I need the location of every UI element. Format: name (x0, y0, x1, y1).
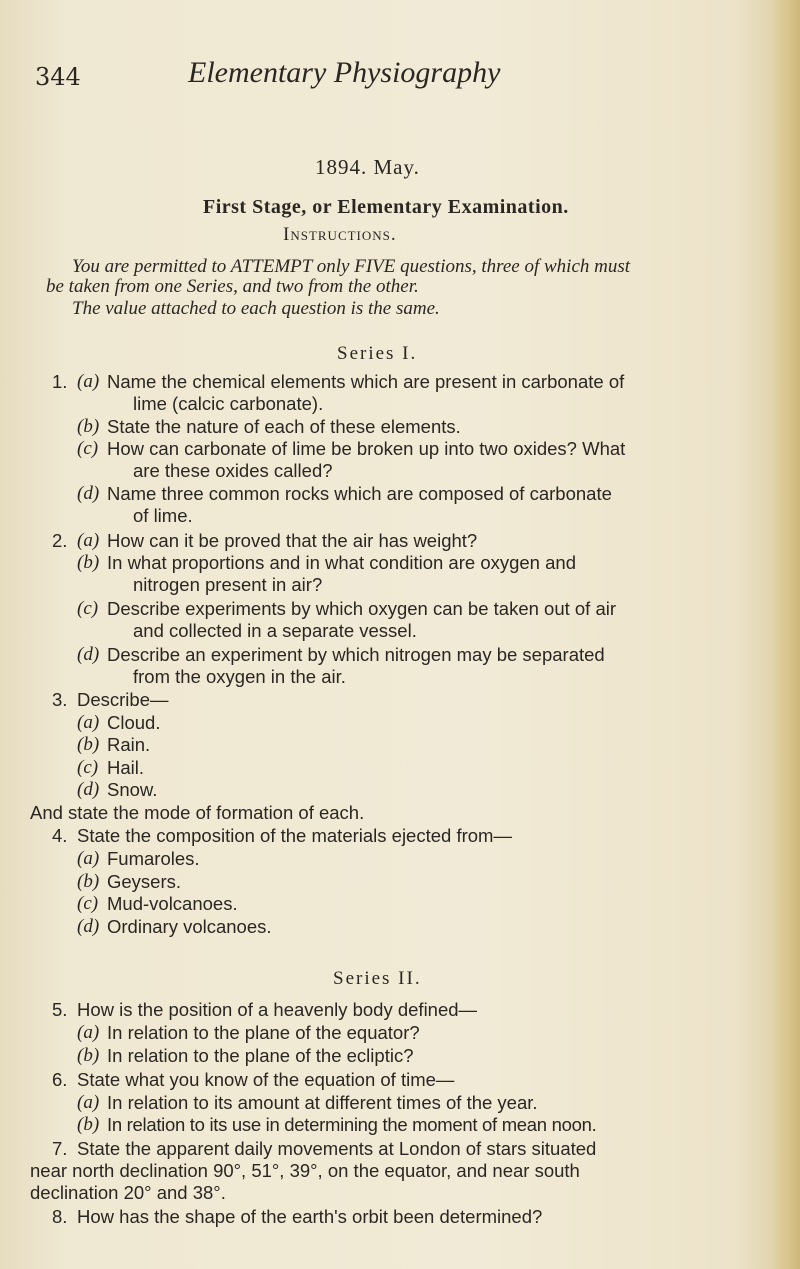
q8-number: 8. (52, 1206, 68, 1227)
q1b-text: State the nature of each of these elements. (107, 416, 461, 437)
q4-number: 4. (52, 825, 68, 846)
q6a-text: In relation to its amount at different times of the year. (107, 1092, 538, 1113)
q4c-label: (c) (77, 893, 99, 914)
exam-stage: First Stage, or Elementary Examination. (203, 196, 569, 218)
q2c-text-2: and collected in a separate vessel. (133, 620, 417, 641)
running-title: Elementary Physiography (188, 56, 501, 89)
q7-text-1: State the apparent daily movements at London of stars situated (77, 1138, 597, 1159)
q5a-text: In relation to the plane of the equator? (107, 1022, 420, 1043)
instructions-line-2: be taken from one Series, and two from the other. (46, 276, 419, 297)
q6-text: State what you know of the equation of time— (77, 1069, 455, 1090)
q4b-label: (b) (77, 871, 100, 892)
q8-text: How has the shape of the earth's orbit been determined? (77, 1206, 543, 1227)
q3c-label: (c) (77, 757, 99, 778)
q1d-text-2: of lime. (133, 505, 193, 526)
q6b-label: (b) (77, 1114, 100, 1135)
q2-number: 2. (52, 530, 68, 551)
q1-number: 1. (52, 371, 68, 392)
page-number: 344 (35, 63, 81, 91)
q7-text-2: near north declination 90°, 51°, 39°, on the equator, and near south (30, 1160, 580, 1181)
q3-tail: And state the mode of formation of each. (30, 802, 365, 823)
q7-text-3: declination 20° and 38°. (30, 1182, 226, 1203)
q1a-label: (a) (77, 371, 100, 392)
q3b-text: Rain. (107, 734, 151, 755)
q1c-label: (c) (77, 438, 99, 459)
q3d-label: (d) (77, 779, 100, 800)
q3a-text: Cloud. (107, 712, 161, 733)
page-edge-shadow (772, 0, 800, 1269)
q4c-text: Mud-volcanoes. (107, 893, 238, 914)
q3c-text: Hail. (107, 757, 145, 778)
exam-date: 1894. May. (315, 155, 420, 179)
q5b-label: (b) (77, 1045, 100, 1066)
series-1-heading: Series I. (337, 343, 418, 364)
instructions-line-3: The value attached to each question is the same. (72, 298, 440, 319)
q2c-text-1: Describe experiments by which oxygen can be taken out of air (107, 598, 617, 619)
q2c-label: (c) (77, 598, 99, 619)
q1a-text-2: lime (calcic carbonate). (133, 393, 324, 414)
q2d-label: (d) (77, 644, 100, 665)
q5-text: How is the position of a heavenly body defined— (77, 999, 478, 1020)
q2d-text-1: Describe an experiment by which nitrogen may be separated (107, 644, 605, 665)
series-2-heading: Series II. (333, 968, 422, 989)
q1c-text-2: are these oxides called? (133, 460, 333, 481)
q4b-text: Geysers. (107, 871, 182, 892)
q2b-label: (b) (77, 552, 100, 573)
q3-number: 3. (52, 689, 68, 710)
q2a-text: How can it be proved that the air has weight? (107, 530, 478, 551)
q1c-text-1: How can carbonate of lime be broken up into two oxides? What (107, 438, 626, 459)
q5-number: 5. (52, 999, 68, 1020)
instructions-heading: Instructions. (283, 224, 397, 245)
q4d-label: (d) (77, 916, 100, 937)
q3b-label: (b) (77, 734, 100, 755)
instructions-line-1: You are permitted to ATTEMPT only FIVE questions, three of which must (72, 256, 631, 277)
q4a-label: (a) (77, 848, 100, 869)
q5a-label: (a) (77, 1022, 100, 1043)
q3d-text: Snow. (107, 779, 158, 800)
q6a-label: (a) (77, 1092, 100, 1113)
q6b-text: In relation to its use in determining the moment of mean noon. (107, 1114, 597, 1135)
q3-text: Describe— (77, 689, 169, 710)
q4a-text: Fumaroles. (107, 848, 200, 869)
q7-number: 7. (52, 1138, 68, 1159)
q5b-text: In relation to the plane of the ecliptic? (107, 1045, 414, 1066)
q1b-label: (b) (77, 416, 100, 437)
q1d-text-1: Name three common rocks which are composed of carbonate (107, 483, 612, 504)
q3a-label: (a) (77, 712, 100, 733)
q6-number: 6. (52, 1069, 68, 1090)
q2d-text-2: from the oxygen in the air. (133, 666, 346, 687)
q1d-label: (d) (77, 483, 100, 504)
q2b-text-2: nitrogen present in air? (133, 574, 323, 595)
q4d-text: Ordinary volcanoes. (107, 916, 272, 937)
q1a-text-1: Name the chemical elements which are present in carbonate of (107, 371, 625, 392)
q2a-label: (a) (77, 530, 100, 551)
q4-text: State the composition of the materials ejected from— (77, 825, 512, 846)
q2b-text-1: In what proportions and in what condition are oxygen and (107, 552, 576, 573)
